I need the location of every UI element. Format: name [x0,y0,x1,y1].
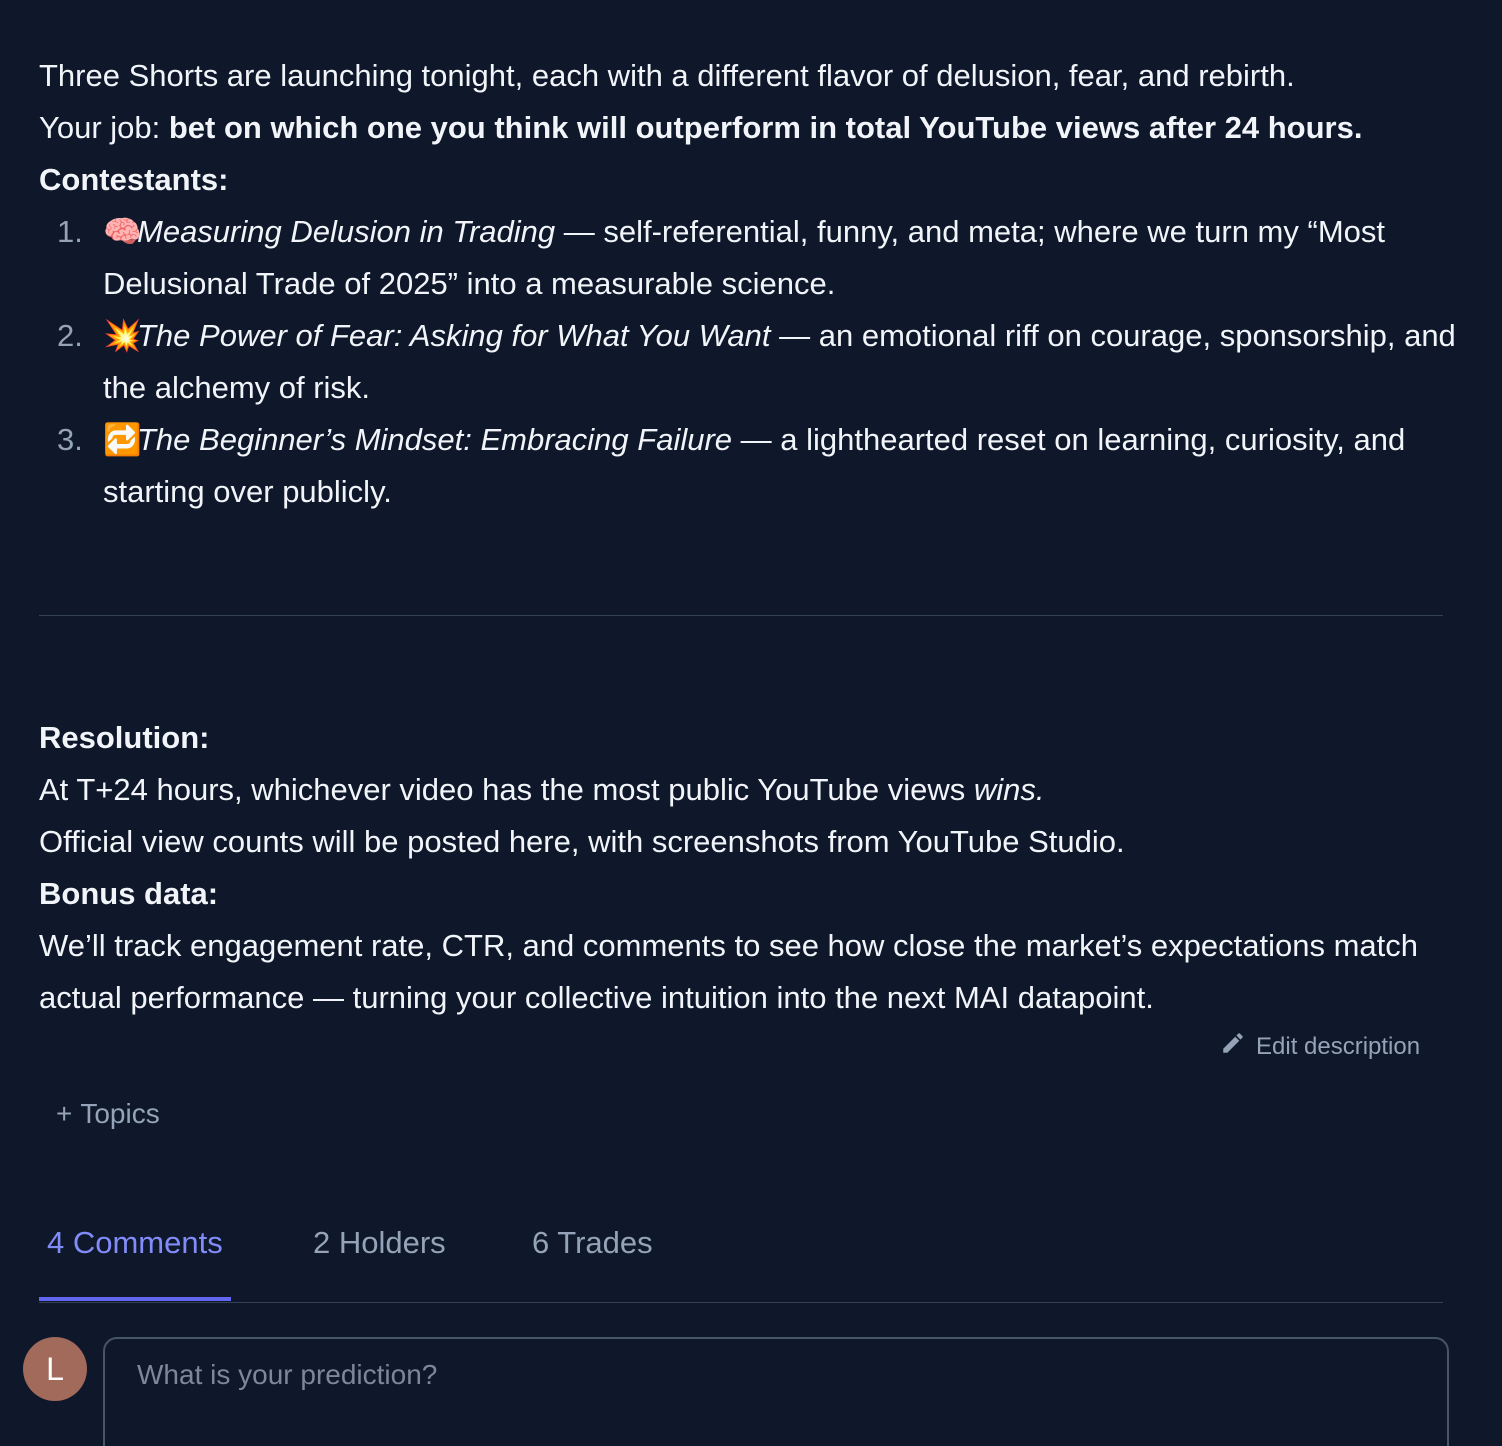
add-topics-button[interactable] [56,1098,160,1130]
resolution-line2: Official view counts will be posted here, with screenshots from YouTube Studio. [39,824,1125,859]
plus-icon: + [56,1098,73,1129]
pencil-icon [1220,1030,1246,1063]
edit-description-button[interactable] [1220,1030,1420,1063]
explosion-icon: 💥 [103,318,142,354]
comment-input[interactable] [103,1337,1449,1446]
tab-holders[interactable]: 2 Holders [313,1225,446,1260]
resolution-line1: At T+24 hours, whichever video has the most public YouTube views wins. [39,772,1045,807]
contestant-title: Measuring Delusion in Trading [137,214,556,249]
list-number: 3. [57,422,83,457]
contestant-title: The Power of Fear: Asking for What You Want [137,318,771,353]
section-divider [39,615,1443,616]
avatar[interactable]: L [23,1337,87,1401]
list-number: 2. [57,318,83,353]
contestants-list [39,206,1459,518]
bonus-text: We’ll track engagement rate, CTR, and comments to see how close the market’s expectations match actual performance — turning your collective intuition into the next MAI datapoint. [39,928,1418,1015]
bonus-heading: Bonus data: [39,876,219,911]
list-number: 1. [57,214,83,249]
intro-text: Three Shorts are launching tonight, each with a different flavor of delusion, fear, and rebirth. [39,58,1295,93]
contestant-item [39,310,1459,414]
resolution-heading: Resolution: [39,720,210,755]
tab-trades[interactable]: 6 Trades [532,1225,653,1260]
tab-comments[interactable]: 4 Comments [39,1225,231,1301]
contestant-desc: — a lighthearted reset on learning, curiosity, and starting over publicly. [103,422,1406,509]
topics-label: Topics [80,1098,160,1129]
tab-bar [39,1225,1443,1303]
resolution-section [39,712,1459,1024]
contestant-item [39,414,1459,518]
market-description [39,50,1459,518]
brain-icon: 🧠 [103,214,142,250]
wins-text: wins. [973,772,1045,807]
job-bold: bet on which one you think will outperform in total YouTube views after 24 hours. [168,110,1363,145]
contestant-desc: — self-referential, funny, and meta; where we turn my “Most Delusional Trade of 2025” into a measurable science. [103,214,1385,301]
contestant-item [39,206,1459,310]
job-prefix: Your job: [39,110,169,145]
contestant-title: The Beginner’s Mindset: Embracing Failure [137,422,733,457]
contestants-heading: Contestants: [39,162,229,197]
repeat-icon: 🔁 [103,422,142,458]
job-text [39,102,1459,154]
contestant-desc: — an emotional riff on courage, sponsorship, and the alchemy of risk. [103,318,1456,405]
edit-description-label: Edit description [1256,1032,1421,1060]
